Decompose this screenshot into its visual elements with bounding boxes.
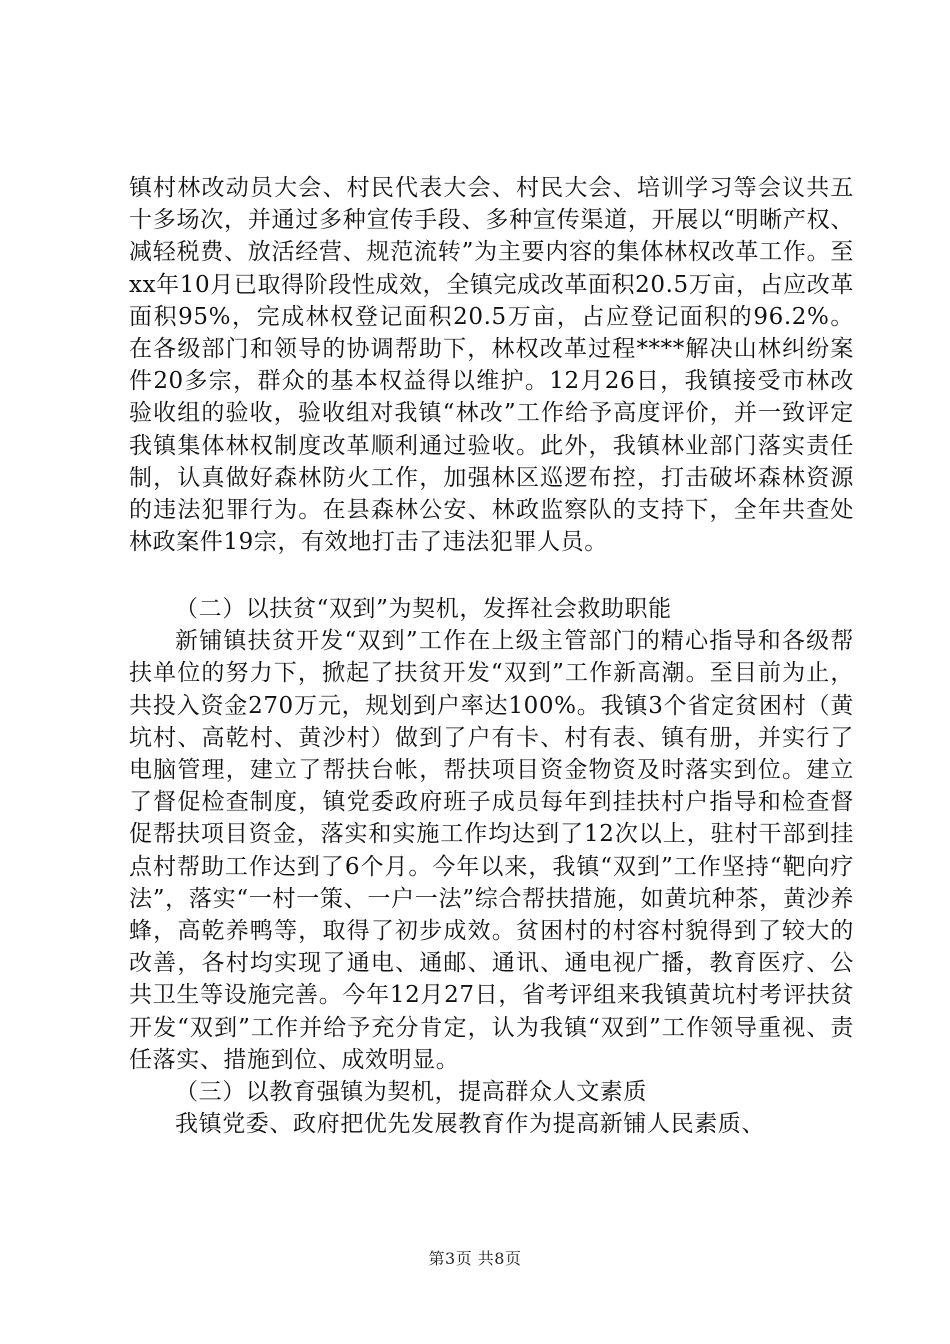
- section-2-heading: （二）以扶贫“双到”为契机，发挥社会救助职能: [175, 596, 672, 622]
- paragraph-education: 我镇党委、政府把优先发展教育作为提高新铺人民素质、: [175, 1111, 765, 1138]
- page-footer: [0, 1246, 950, 1269]
- page-number: 第3页 共8页: [428, 1249, 522, 1268]
- section-3-heading: （三）以教育强镇为契机，提高群众人文素质: [175, 1079, 647, 1106]
- section-1-text: [129, 172, 854, 558]
- paragraph-poverty-relief: 新铺镇扶贫开发“双到”工作在上级主管部门的精心指导和各级帮扶单位的努力下，掀起了扶贫开发“双到”工作新高潮。至目前为止，共投入资金270万元，规划到户率达100%。我镇3个省定贫困村（黄坑村、高乾村、黄沙村）做到了户有卡、村有表、镇有册，并实行了电脑管理，建立了帮扶台帐，帮扶项目资金物资及时落实到位。建立了督促检查制度，镇党委政府班子成员每年到挂扶村户指导和检查督促帮扶项目资金，落实和实施工作均达到了12次以上，驻村干部到挂点村帮助工作达到了6个月。今年以来，我镇“双到”工作坚持“靶向疗法”，落实“一村一策、一户一法”综合帮扶措施，如黄坑种茶，黄沙养蜂，高乾养鸭等，取得了初步成效。贫困村的村容村貌得到了较大的改善，各村均实现了通电、通邮、通讯、通电视广播，教育医疗、公共卫生等设施完善。今年12月27日，省考评组来我镇黄坑村考评扶贫开发“双到”工作并给予充分肯定，认为我镇“双到”工作领导重视、责任落实、措施到位、成效明显。: [129, 628, 854, 1073]
- paragraph-forest-reform: 镇村林改动员大会、村民代表大会、村民大会、培训学习等会议共五十多场次，并通过多种宣传手段、多种宣传渠道，开展以“明晰产权、减轻税费、放活经营、规范流转”为主要内容的集体林权改革工作。至xx年10月已取得阶段性成效，全镇完成改革面积20.5万亩，占应改革面积95%，完成林权登记面积20.5万亩，占应登记面积的96.2%。在各级部门和领导的协调帮助下，林权改革过程****解决山林纠纷案件20多宗，群众的基本权益得以维护。12月26日，我镇接受市林改验收组的验收，验收组对我镇“林改”工作给予高度评价，并一致评定我镇集体林权制度改革顺利通过验收。此外，我镇林业部门落实责任制，认真做好森林防火工作，加强林区巡逻布控，打击破坏森林资源的违法犯罪行为。在县森林公安、林政监察队的支持下，全年共查处林政案件19宗，有效地打击了违法犯罪人员。: [129, 175, 854, 556]
- section-2-3-text: [129, 593, 854, 1140]
